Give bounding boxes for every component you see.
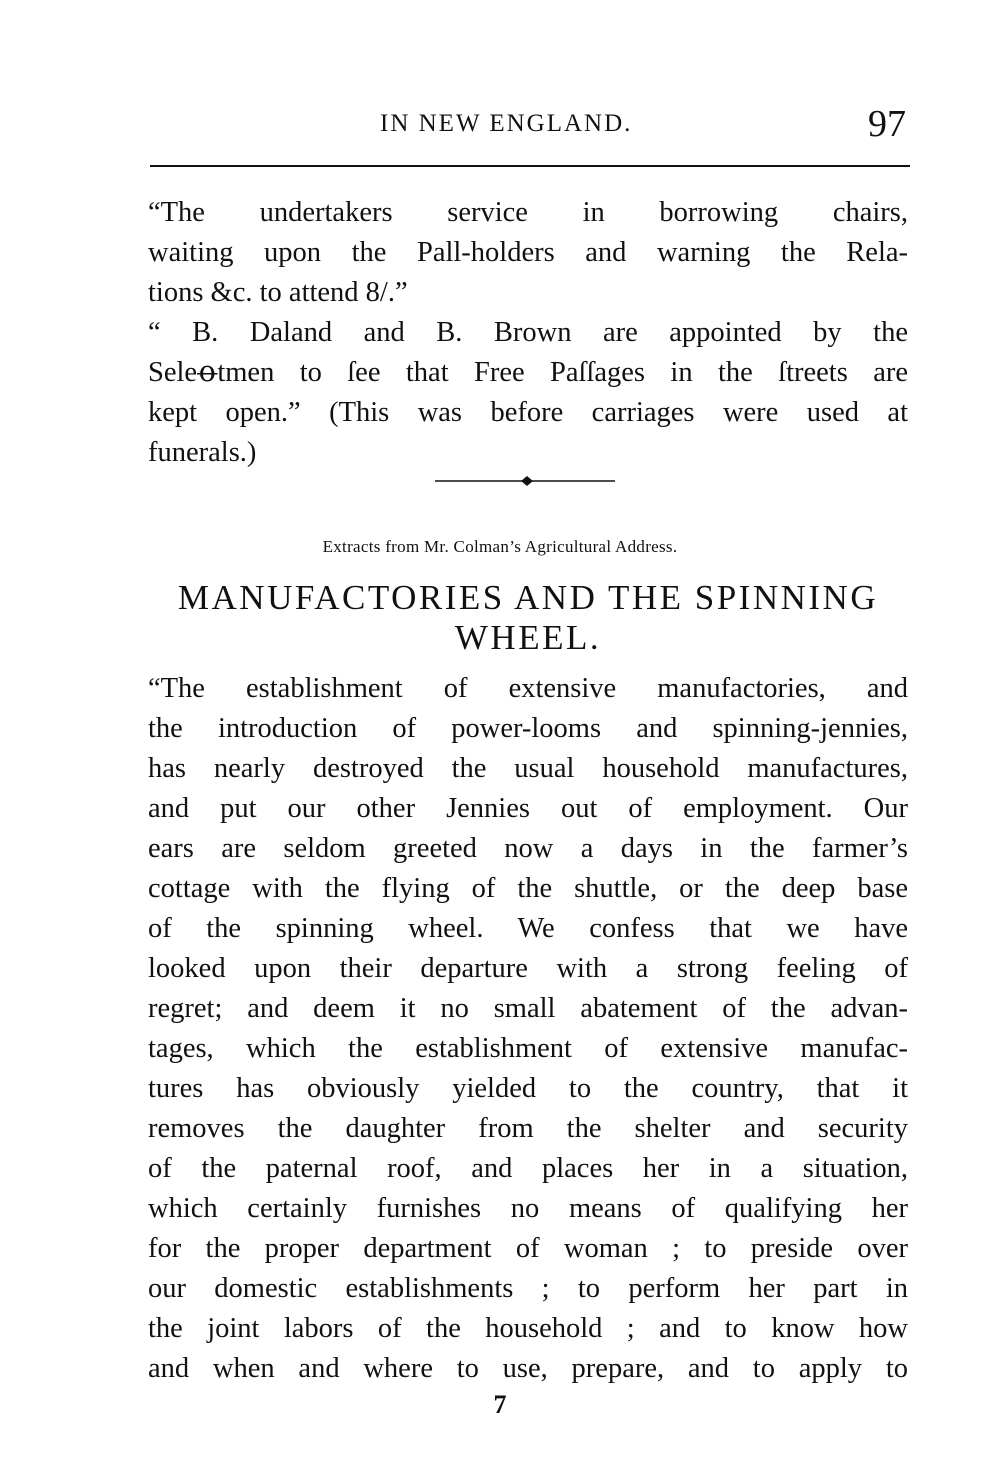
text-line: the introduction of power-looms and spinning-jennies, <box>148 713 908 744</box>
text-line: cottage with the flying of the shuttle, or the deep base <box>148 873 908 904</box>
quote-selectmen <box>148 313 908 473</box>
text-line: of the spinning wheel. We confess that we have <box>148 913 908 944</box>
section-title-line: MANUFACTORIES AND THE SPINNING <box>177 578 879 617</box>
text-line: tages, which the establishment of extensive manufac- <box>148 1033 908 1064</box>
text-line: “ B. Daland and B. Brown are appointed by the <box>148 317 908 348</box>
text-line: and when and where to use, prepare, and to apply to <box>148 1353 908 1384</box>
text-line: looked upon their departure with a strong feeling of <box>148 953 908 984</box>
text-line: removes the daughter from the shelter and security <box>148 1113 908 1144</box>
text-line: and put our other Jennies out of employment. Our <box>148 793 908 824</box>
text-line: for the proper department of woman ; to preside over <box>148 1233 908 1264</box>
text-line: regret; and deem it no small abatement of the advan- <box>148 993 908 1024</box>
section-divider-ornament <box>435 474 615 488</box>
signature-mark: 7 <box>493 1390 507 1419</box>
text-line: of the paternal roof, and places her in a situation, <box>148 1153 908 1184</box>
text-line: kept open.” (This was before carriages were used at <box>148 397 908 428</box>
text-line: has nearly destroyed the usual household manufactures, <box>148 753 908 784</box>
text-line: Seleꝋtmen to ſee that Free Paſſages in the ſtreets are <box>148 357 908 388</box>
extract-note: Extracts from Mr. Colman’s Agricultural Address. <box>322 537 678 556</box>
running-title: IN NEW ENGLAND. <box>380 110 633 137</box>
text-line: the joint labors of the household ; and to know how <box>148 1313 908 1344</box>
text-line: our domestic establishments ; to perform her part in <box>148 1273 908 1304</box>
text-line: funerals.) <box>148 437 257 468</box>
text-line: ears are seldom greeted now a days in the farmer’s <box>148 833 908 864</box>
body-paragraph <box>148 669 908 1389</box>
quote-undertakers-service <box>148 193 908 313</box>
text-line: “The establishment of extensive manufactories, and <box>148 673 908 704</box>
text-line: tions &c. to attend 8/.” <box>148 277 408 308</box>
running-head <box>150 96 910 156</box>
text-line: tures has obviously yielded to the country, that it <box>148 1073 908 1104</box>
section-title-line: WHEEL. <box>454 618 602 657</box>
section-title <box>148 578 908 658</box>
header-rule <box>150 165 910 167</box>
text-line: “The undertakers service in borrowing chairs, <box>148 197 908 228</box>
text-line: which certainly furnishes no means of qualifying her <box>148 1193 908 1224</box>
text-line: waiting upon the Pall-holders and warning the Rela- <box>148 237 908 268</box>
page-number: 97 <box>868 103 906 145</box>
